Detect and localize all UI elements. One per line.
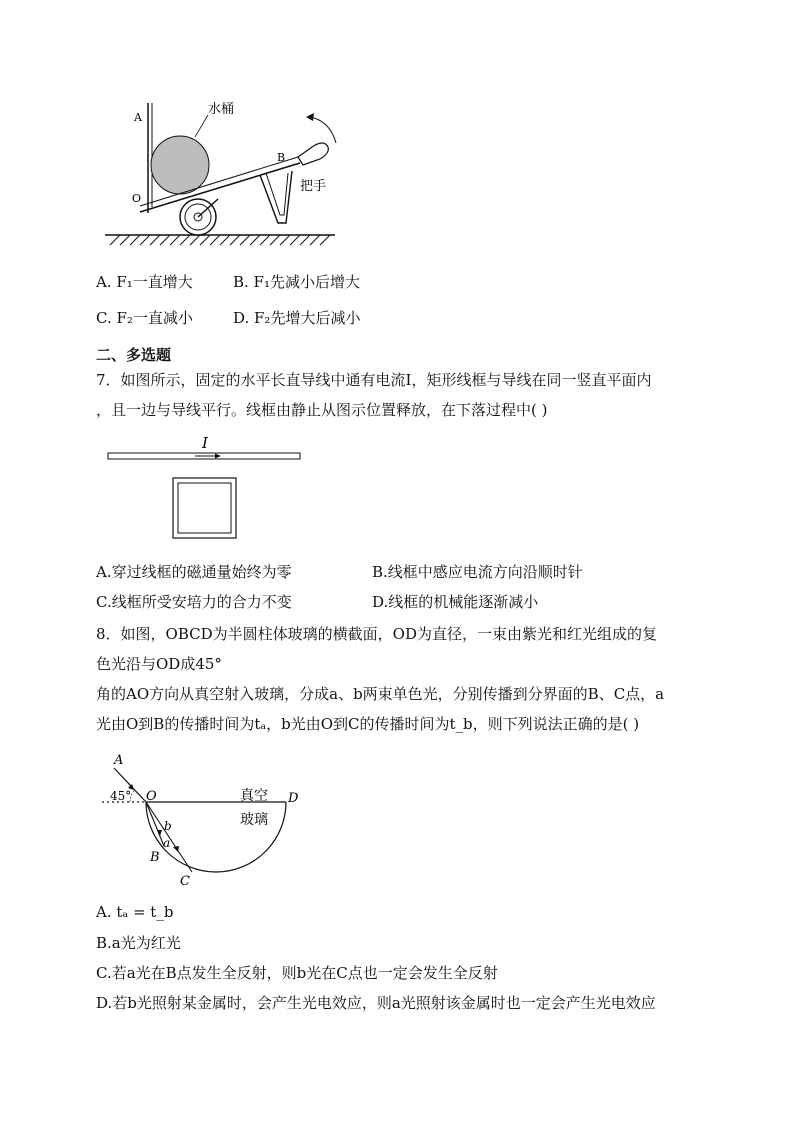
q8-option-c: C.若a光在B点发生全反射，则b光在C点也一定会发生全反射 — [96, 964, 498, 982]
wire-frame-figure — [105, 432, 310, 544]
bucket-label: 水桶 — [208, 102, 235, 117]
q8-stem-line2: 色光沿与OD成45° — [96, 655, 222, 673]
current-label: I — [202, 434, 208, 452]
q8-stem-line4: 光由O到B的传播时间为tₐ，b光由O到C的传播时间为t_b，则下列说法正确的是( ) — [96, 715, 640, 733]
q8-option-a: A. tₐ = t_b — [96, 903, 174, 921]
ray-a-label: a — [163, 836, 171, 850]
q8-option-d: D.若b光照射某金属时，会产生光电效应，则a光照射该金属时也一定会产生光电效应 — [96, 994, 656, 1012]
q8-stem-line3: 角的AO方向从真空射入玻璃，分成a、b两束单色光，分别传播到分界面的B、C点，a — [96, 685, 665, 703]
ray-b-label: b — [164, 819, 172, 833]
q6-option-b: B. F₁先减小后增大 — [233, 273, 360, 291]
q8-option-b: B.a光为红光 — [96, 934, 181, 952]
point-A-label: A — [134, 111, 142, 124]
q6-option-a: A. F₁一直增大 — [96, 273, 193, 291]
q8-stem-line1: 8．如图，OBCD为半圆柱体玻璃的横截面，OD为直径，一束由紫光和红光组成的复 — [96, 625, 657, 643]
vacuum-label: 真空 — [240, 788, 268, 804]
point-D-label: D — [288, 791, 299, 806]
q7-option-b: B.线框中感应电流方向沿顺时针 — [372, 563, 583, 581]
glass-label: 玻璃 — [240, 812, 268, 828]
point-C-label: C — [180, 874, 190, 889]
glass-semicircle-figure — [100, 750, 315, 890]
section-title: 二、多选题 — [96, 346, 172, 364]
q7-stem-line2: ，且一边与导线平行。线框由静止从图示位置释放，在下落过程中( ) — [96, 401, 548, 419]
point-B-label: B — [277, 151, 286, 164]
handle-label: 把手 — [300, 179, 327, 194]
q6-option-d: D. F₂先增大后减小 — [233, 309, 361, 327]
q7-option-a: A.穿过线框的磁通量始终为零 — [96, 563, 292, 581]
q7-option-d: D.线框的机械能逐渐减小 — [372, 593, 539, 611]
q6-option-c: C. F₂一直减小 — [96, 309, 193, 327]
point-A-label: A — [114, 753, 124, 768]
point-O-label: O — [132, 192, 142, 205]
q7-stem-line1: 7．如图所示，固定的水平长直导线中通有电流I，矩形线框与导线在同一竖直平面内 — [96, 371, 652, 389]
angle-label: 45° — [110, 789, 132, 803]
wheelbarrow-figure — [100, 95, 350, 255]
point-O-label: O — [146, 789, 157, 804]
point-B-label: B — [150, 850, 160, 865]
q7-option-c: C.线框所受安培力的合力不变 — [96, 593, 292, 611]
